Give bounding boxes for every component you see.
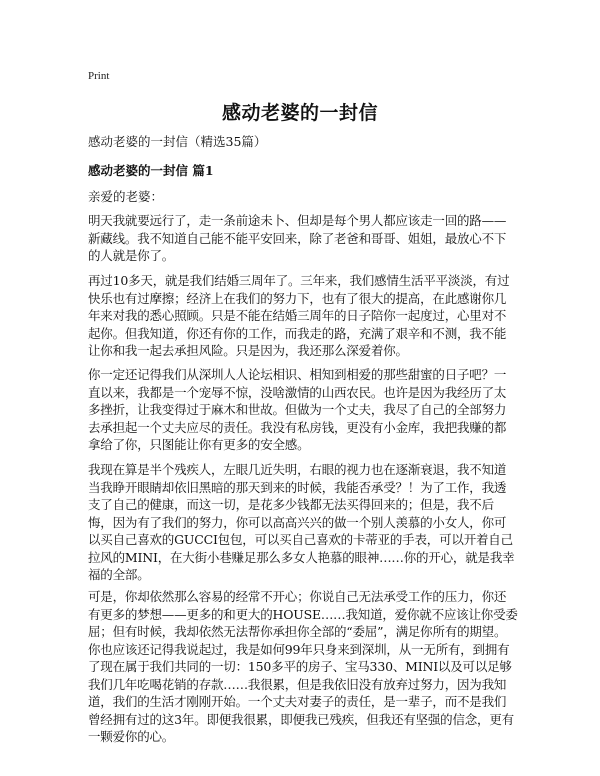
letter-paragraph: 明天我就要远行了，走一条前途未卜、但却是每个男人都应该走一回的路——新藏线。我不知道自己能不能平安回来，除了老爸和哥哥、姐姐，最放心不下的人就是你了。 — [88, 213, 507, 263]
document-title: 感动老婆的一封信 — [221, 102, 378, 124]
letter-paragraph: 可是，你却依然那么容易的经常不开心；你说自己无法承受工作的压力，你还有更多的梦想——更多的和更大的HOUSE……我知道，爱你就不应该让你受委屈；但有时候，我却依然无法帮你承担你全部的“委屈”，满足你所有的期望。你也应该还记得我说起过，我是如何99年只身来到深圳，从一无所有，到拥有了现在属于我们共同的一切：150多平的房子、宝马330、MINI以及可以足够我们几年吃喝花销的存款……我很累，但是我依旧没有放弃过努力，因为我知道，我们的生活才刚刚开始。一个丈夫对妻子的责任，是一辈子，而不是我们曾经拥有过的这3年。即便我很累，即便我已残疾，但我还有坚强的信念，更有一颗爱你的心。 — [88, 589, 518, 744]
letter-paragraph: 我现在算是半个残疾人，左眼几近失明，右眼的视力也在逐渐衰退，我不知道当我睁开眼睛却依旧黑暗的那天到来的时候，我能否承受？！为了工作，我透支了自己的健康，而这一切，是花多少钱都无法买得回来的；但是，我不后悔，因为有了我们的努力，你可以高高兴兴的做一个别人羡慕的小女人，你可以买自己喜欢的GUCCI包包，可以买自己喜欢的卡蒂亚的手表，可以开着自己拉风的MINI，在大街小巷赚足那么多女人艳慕的眼神……你的开心，就是我幸福的全部。 — [88, 462, 515, 582]
section-heading: 感动老婆的一封信 篇1 — [88, 163, 214, 178]
print-link[interactable]: Print — [88, 70, 110, 82]
letter-paragraph: 你一定还记得我们从深圳人人论坛相识、相知到相爱的那些甜蜜的日子吧？一直以来，我都是一个宠辱不惊，没啥激情的山西农民。也许是因为我经历了太多挫折，让我变得过于麻木和世故。但做为一个丈夫，我尽了自己的全部努力去承担起一个丈夫应尽的责任。我没有私房钱，更没有小金库，我把我赚的都拿给了你，只图能让你有更多的安全感。 — [88, 367, 507, 452]
document-subtitle: 感动老婆的一封信（精选35篇） — [88, 134, 267, 149]
letter-paragraph: 再过10多天，就是我们结婚三周年了。三年来，我们感情生活平平淡淡，有过快乐也有过摩擦；经济上在我们的努力下，也有了很大的提高，在此感谢你几年来对我的悉心照顾。只是不能在结婚三周年的日子陪你一起度过，心里对不起你。但我知道，你还有你的工作，而我走的路，充满了艰辛和不测，我不能让你和我一起去承担风险。只是因为，我还那么深爱着你。 — [88, 273, 510, 358]
letter-greeting: 亲爱的老婆： — [88, 189, 164, 204]
